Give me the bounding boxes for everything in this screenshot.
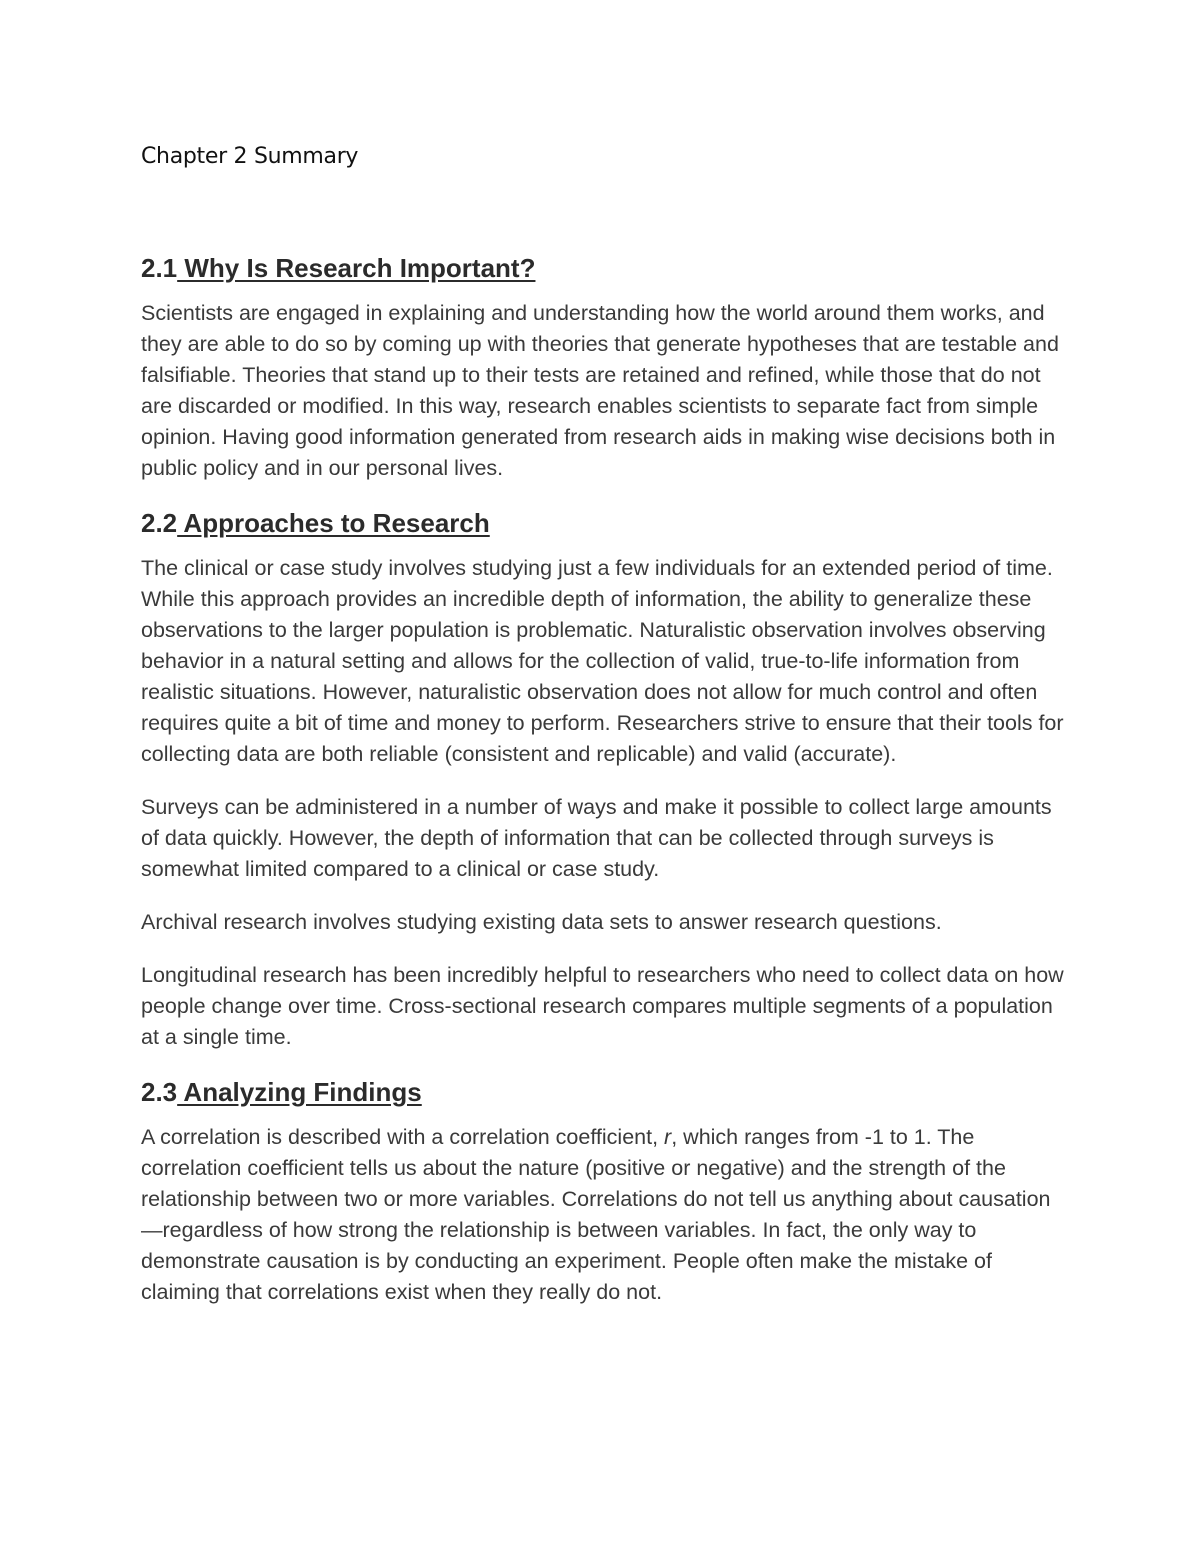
section-title: Why Is Research Important? bbox=[177, 253, 536, 283]
section-2-1 bbox=[141, 251, 1071, 484]
section-title: Approaches to Research bbox=[177, 508, 490, 538]
section-number: 2.2 bbox=[141, 508, 178, 538]
section-2-2 bbox=[141, 506, 1071, 1053]
paragraph: Surveys can be administered in a number of ways and make it possible to collect large amounts of data quickly. However, the depth of information that can be collected through surveys is somewhat limited compared to a clinical or case study. bbox=[141, 795, 1052, 881]
document-page bbox=[141, 140, 1071, 1330]
paragraph bbox=[141, 1122, 1071, 1308]
paragraph: Archival research involves studying existing data sets to answer research questions. bbox=[141, 910, 942, 934]
section-heading bbox=[141, 251, 1071, 285]
paragraph: Longitudinal research has been incredibly helpful to researchers who need to collect data on how people change over time. Cross-sectional research compares multiple segments of a population at a single time. bbox=[141, 963, 1064, 1049]
section-2-3 bbox=[141, 1075, 1071, 1308]
section-number: 2.1 bbox=[141, 253, 178, 283]
section-title: Analyzing Findings bbox=[177, 1077, 422, 1107]
section-number: 2.3 bbox=[141, 1077, 178, 1107]
document-title: Chapter 2 Summary bbox=[141, 144, 359, 169]
paragraph-text: , which ranges from -1 to 1. The correlation coefficient tells us about the nature (positive or negative) and the strength of the relationship between two or more variables. Correlations do not tell us anything about causation—regardless of how strong the relationship is between variables. In fact, the only way to demonstrate causation is by conducting an experiment. People often make the mistake of claiming that correlations exist when they really do not. bbox=[141, 1125, 1051, 1304]
section-heading bbox=[141, 506, 1071, 540]
paragraph: Scientists are engaged in explaining and understanding how the world around them works, and they are able to do so by coming up with theories that generate hypotheses that are testable and falsifiable. Theories that stand up to their tests are retained and refined, while those that do not are discarded or modified. In this way, research enables scientists to separate fact from simple opinion. Having good information generated from research aids in making wise decisions both in public policy and in our personal lives. bbox=[141, 301, 1059, 480]
section-heading bbox=[141, 1075, 1071, 1109]
paragraph-text: A correlation is described with a correlation coefficient, bbox=[141, 1125, 665, 1149]
paragraph: The clinical or case study involves studying just a few individuals for an extended period of time. While this approach provides an incredible depth of information, the ability to generalize these observations to the larger population is problematic. Naturalistic observation involves observing behavior in a natural setting and allows for the collection of valid, true-to-life information from realistic situations. However, naturalistic observation does not allow for much control and often requires quite a bit of time and money to perform. Researchers strive to ensure that their tools for collecting data are both reliable (consistent and replicable) and valid (accurate). bbox=[141, 556, 1064, 766]
correlation-symbol: r bbox=[664, 1125, 672, 1149]
